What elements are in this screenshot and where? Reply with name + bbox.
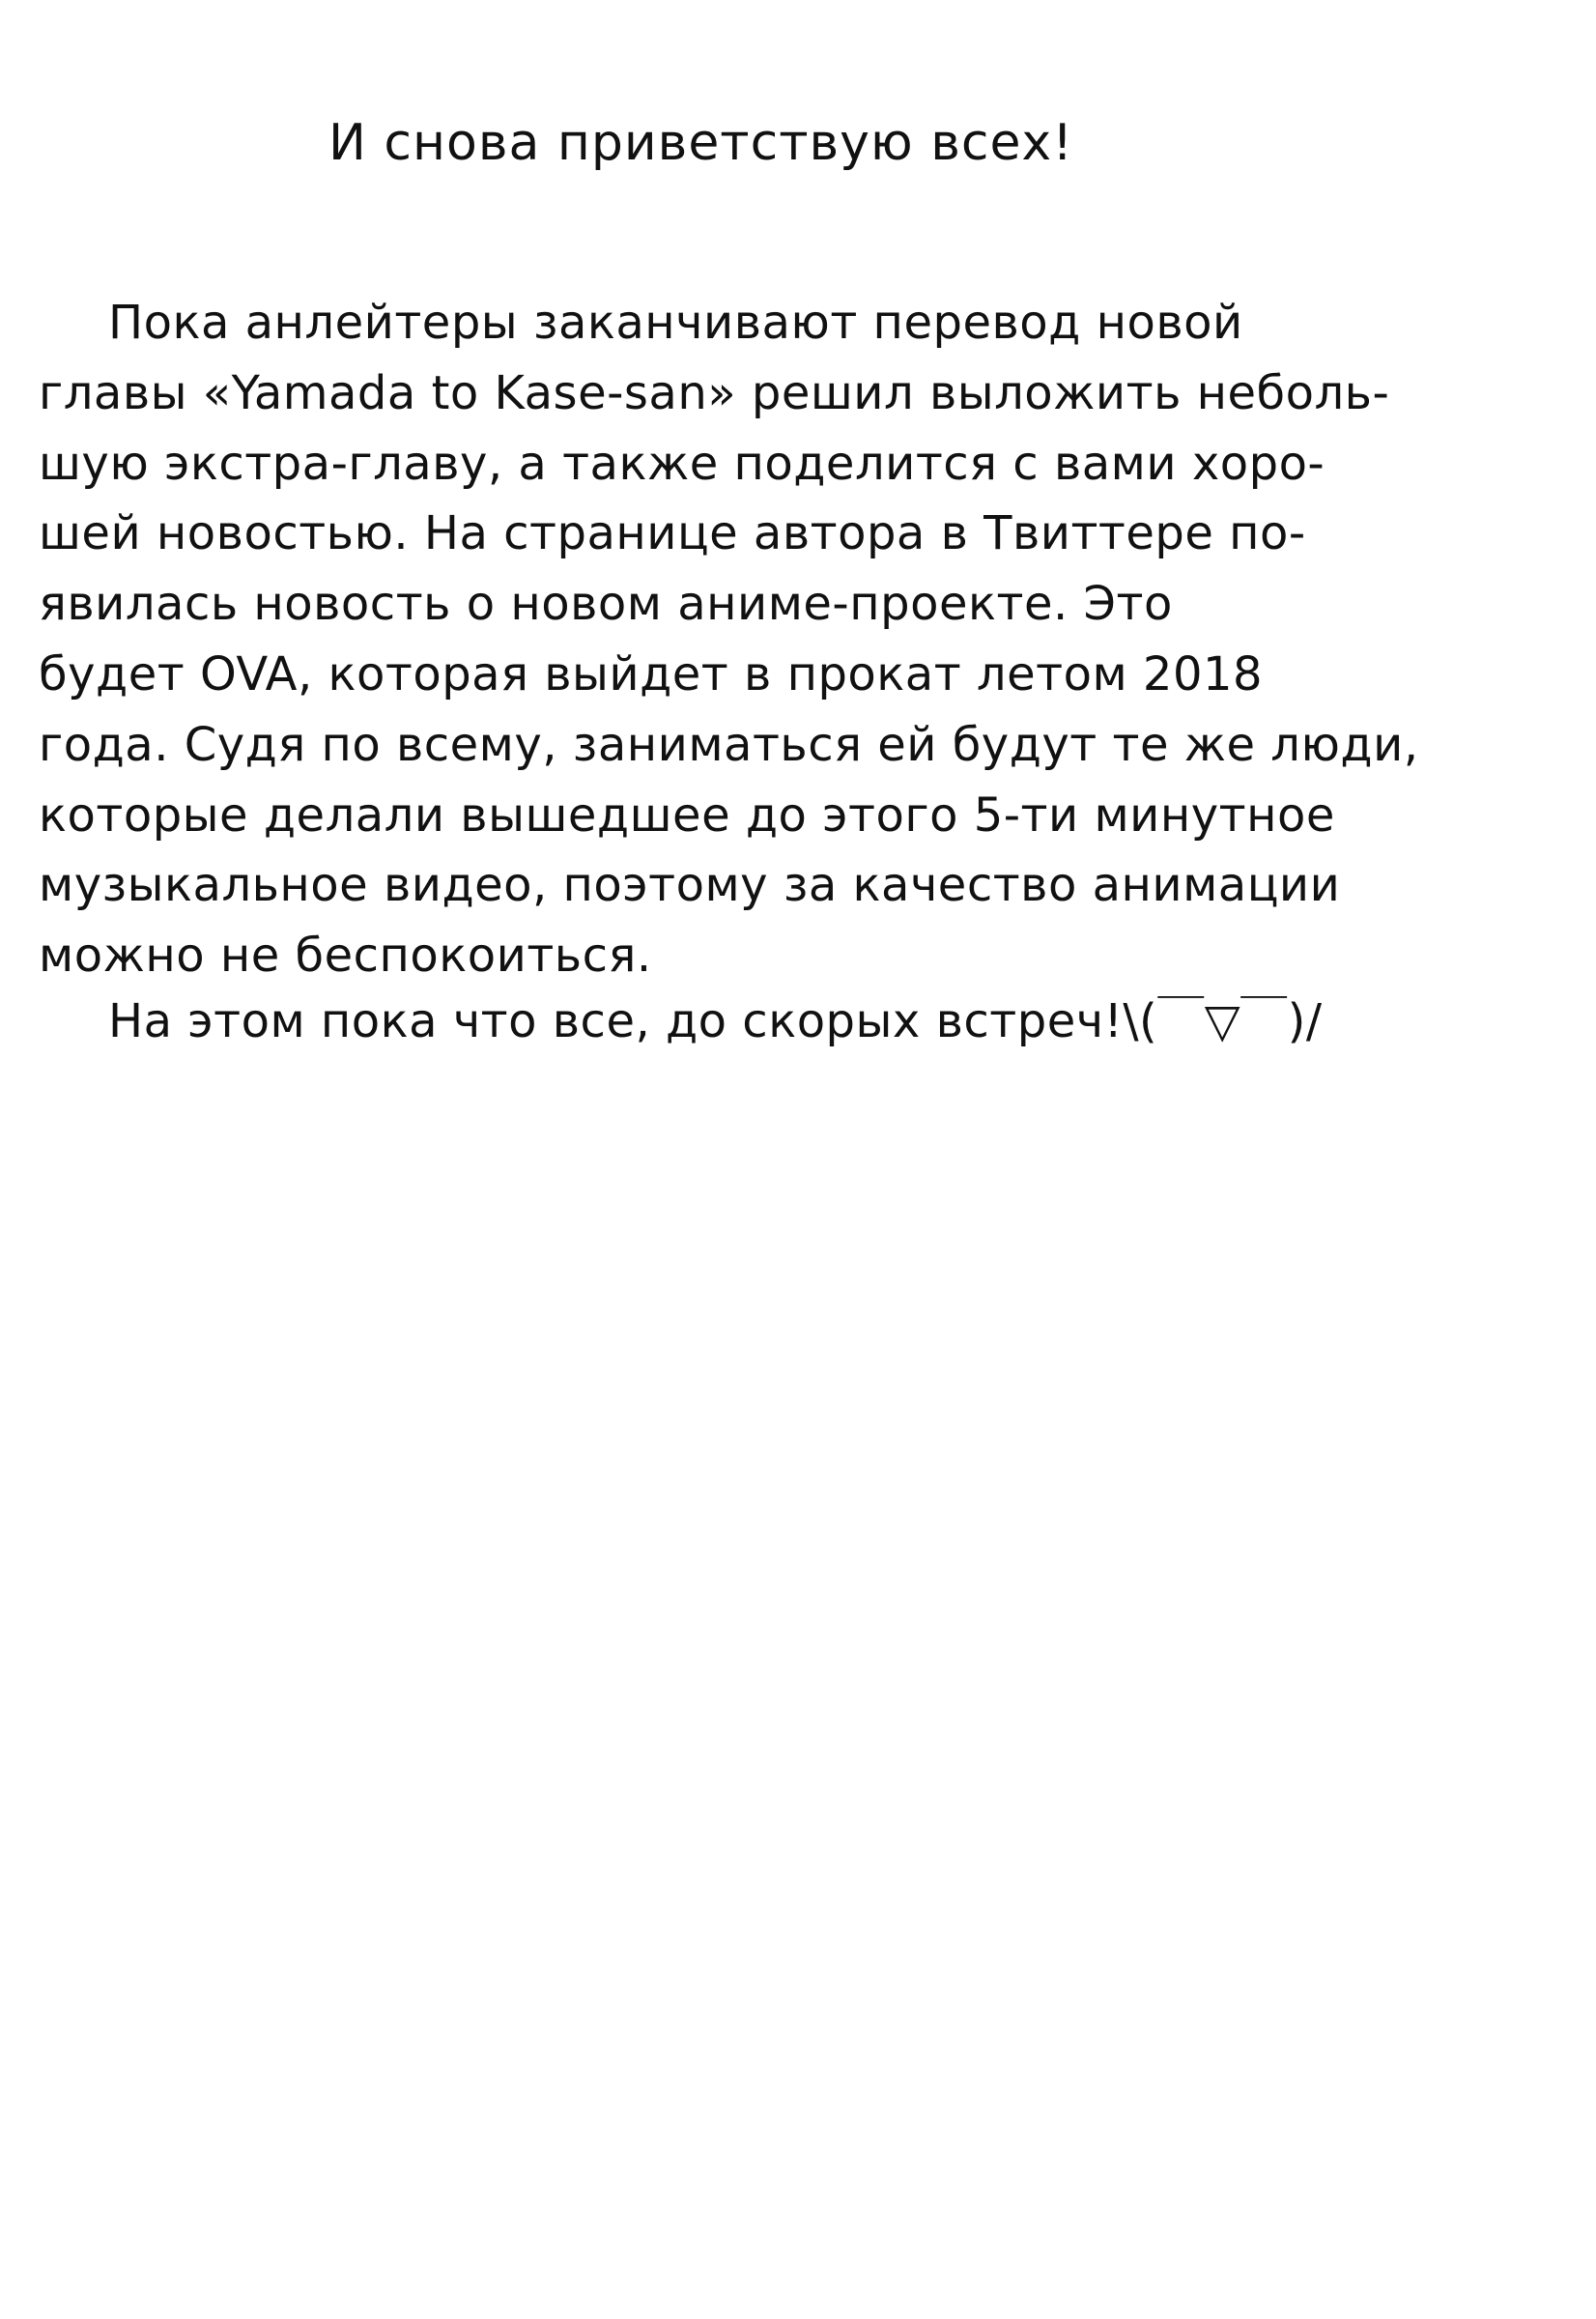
paragraph-line: Пока анлейтеры заканчивают перевод новой [108,296,1243,350]
paragraph-line: шую экстра-главу, а также поделится с вами хоро- [39,436,1325,491]
paragraph-line: можно не беспокоиться. [39,929,652,984]
announcement-paragraph [39,288,1575,991]
closing-line: На этом пока что все, до скорых встреч!\(￣▽￣)/ [108,994,1323,1048]
paragraph-line: шей новостью. На странице автора в Твиттере по- [39,506,1306,561]
paragraph-line: которые делали вышедшее до этого 5-ти минутное [39,787,1335,843]
paragraph-line: главы «Yamada to Kase-san» решил выложить неболь- [39,365,1390,420]
paragraph-line: явилась новость о новом аниме-проекте. Это [39,577,1173,632]
paragraph-line: будет OVA, которая выйдет в прокат летом 2018 [39,646,1264,701]
paragraph-line: музыкальное видео, поэтому за качество анимации [39,858,1341,913]
paragraph-line: года. Судя по всему, заниматься ей будут те же люди, [39,717,1419,772]
greeting-heading: И снова приветствую всех! [328,114,1074,172]
